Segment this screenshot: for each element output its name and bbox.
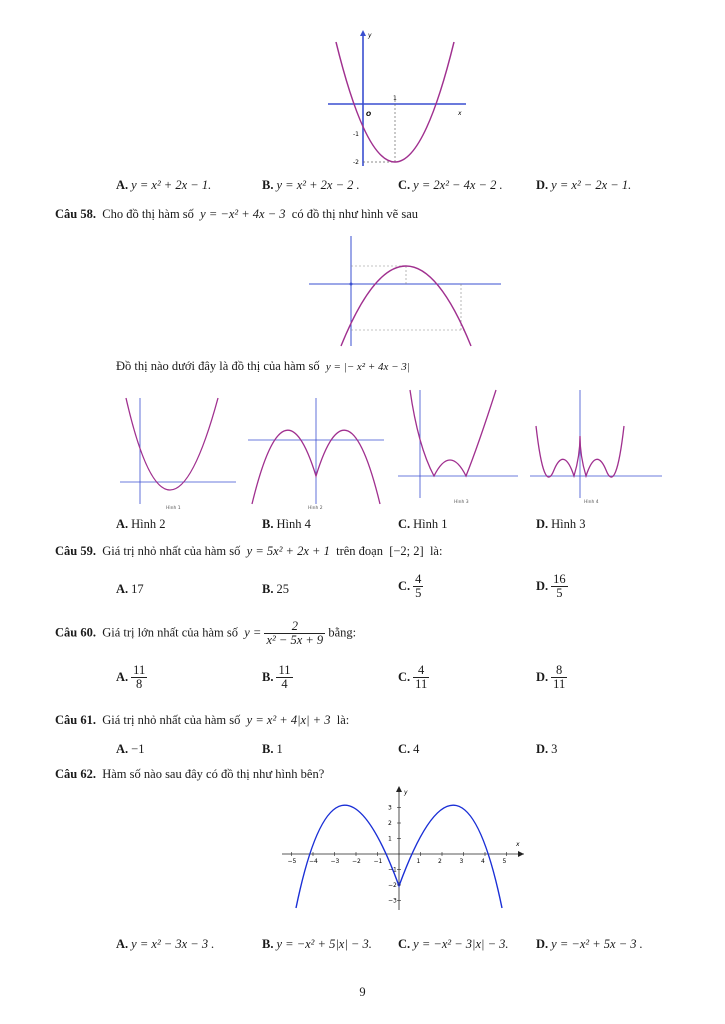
q62-x-label: x [516,841,520,848]
q59-option-d[interactable]: D. $\frac{16}{5}$ [536,572,566,601]
q58-option-d[interactable]: D. Hình 3 [536,517,586,531]
q58-question: Câu 58. Cho đồ thị hàm số y = −x² + 4x − 3 có đồ thị như hình vẽ sau [55,207,418,221]
q60-option-d[interactable]: D. $\frac{8}{11}$ [536,663,566,692]
q57-tick-m2: -2 [353,159,359,166]
q62-x-tick-label: 2 [438,858,442,865]
q62-graph [278,784,528,914]
q60-question: Câu 60. Giá trị lớn nhất của hàm số y = $\frac{2}{\text{x² − 5x + 9}}$ bằng: [55,619,357,648]
q62-y-tick-label: 1 [388,835,392,843]
q62-x-tick-label: 3 [459,858,464,865]
q59-option-c[interactable]: C. $\frac{4}{5}$ [398,572,422,601]
q57-option-a[interactable]: A. y = x² + 2x − 1. [116,178,212,192]
q62-option-c[interactable]: C. y = −x² − 3|x| − 3. [398,937,509,951]
q58-option-c[interactable]: C. Hình 1 [398,517,448,531]
q60-option-c[interactable]: C. $\frac{4}{11}$ [398,663,428,692]
q62-x-tick-label: −5 [287,858,297,865]
q62-x-tick-label: −4 [309,858,318,865]
q57-option-c[interactable]: C. y = 2x² − 4x − 2 . [398,178,503,192]
figure-hinh-1 [118,392,238,512]
q59-option-b[interactable]: B. 25 [262,582,289,596]
q57-y-label: y [368,32,372,39]
q59-option-a[interactable]: A. 17 [116,582,144,596]
q57-parabola-graph [320,28,470,170]
q61-option-c[interactable]: C. 4 [398,742,420,756]
q60-option-b[interactable]: B. $\frac{11}{4}$ [262,663,291,692]
q57-option-d[interactable]: D. y = x² − 2x − 1. [536,178,632,192]
q62-y-tick-label: −2 [388,882,397,889]
q62-y-tick-label: 2 [388,820,392,827]
q62-y-tick-label: −3 [388,897,397,905]
q62-y-tick-label: −1 [388,866,397,874]
q58-option-a[interactable]: A. Hình 2 [116,517,166,531]
q62-y-tick-label: 3 [388,804,392,812]
hinh-3-caption: Hình 3 [454,500,469,505]
q62-x-tick-label: 4 [481,858,485,865]
page-number: 9 [359,985,366,999]
hinh-4-caption: Hình 4 [584,500,599,505]
q62-option-d[interactable]: D. y = −x² + 5x − 3 . [536,937,643,951]
q62-x-tick-label: 5 [502,858,507,865]
q58-option-b[interactable]: B. Hình 4 [262,517,311,531]
q62-x-tick-label: −1 [373,858,383,865]
q58-sub-question: Đồ thị nào dưới đây là đồ thị của hàm số y = |− x² + 4x − 3| [116,359,410,373]
q62-option-a[interactable]: A. y = x² − 3x − 3 . [116,937,215,951]
q57-x-label: x [458,110,462,117]
q61-option-b[interactable]: B. 1 [262,742,283,756]
q61-question: Câu 61. Giá trị nhỏ nhất của hàm số y = x² + 4|x| + 3 là: [55,713,350,727]
q57-tick-1: 1 [393,95,397,102]
q62-x-tick-label: 1 [416,858,421,865]
q62-x-tick-label: −3 [330,858,340,865]
q62-question: Câu 62. Hàm số nào sau đây có đồ thị như hình bên? [55,767,325,781]
hinh-2-caption: Hình 2 [308,506,323,511]
q58-parabola-graph [305,232,505,350]
q59-question: Câu 59. Giá trị nhỏ nhất của hàm số y = 5x² + 2x + 1 trên đoạn [−2; 2] là: [55,544,443,558]
q57-tick-m1: -1 [353,131,359,138]
hinh-1-caption: Hình 1 [166,506,181,511]
q61-option-a[interactable]: A. −1 [116,742,145,756]
figure-hinh-3 [396,386,520,506]
q61-option-d[interactable]: D. 3 [536,742,558,756]
q62-option-b[interactable]: B. y = −x² + 5|x| − 3. [262,937,372,951]
q62-y-label: y [404,789,408,796]
q57-option-b[interactable]: B. y = x² + 2x − 2 . [262,178,360,192]
figure-hinh-4 [528,386,664,506]
q60-option-a[interactable]: A. $\frac{11}{8}$ [116,663,146,692]
q60-fraction: $\frac{2}{\text{x² − 5x + 9}}$ [266,619,324,648]
q57-origin-label: O [366,111,372,118]
q62-x-tick-label: −2 [352,858,361,865]
figure-hinh-2 [246,392,386,512]
